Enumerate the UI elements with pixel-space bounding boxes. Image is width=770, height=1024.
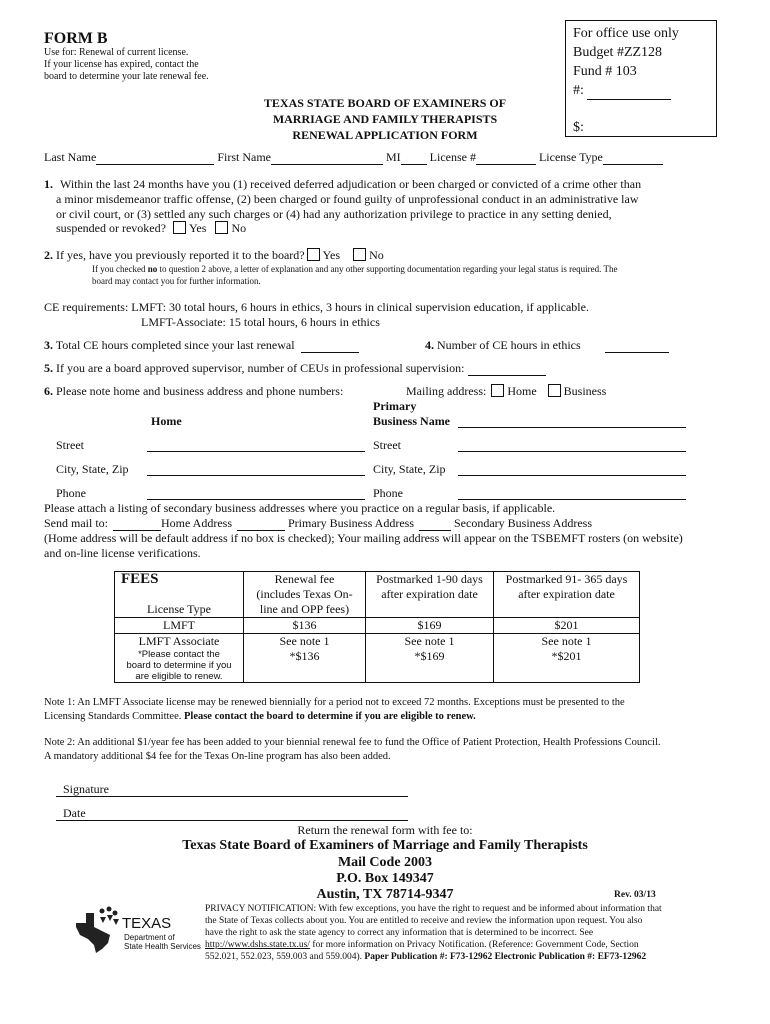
home-street-label: Street	[56, 438, 84, 452]
send-primary-label: Primary Business Address	[288, 516, 414, 530]
q1-line2: a minor misdemeanor traffic offense, (2) been charged or found guilty of unprofessional conduct in an administrative law	[56, 192, 639, 206]
q1-line4	[56, 221, 246, 236]
return-instruction: Return the renewal form with fee to:	[297, 823, 473, 837]
q6-row	[44, 384, 343, 399]
fee-type-associate-cell	[115, 634, 244, 683]
renewal-fee-header-line2: (includes Texas On-	[256, 587, 353, 601]
q2-note-line1	[92, 264, 617, 274]
date-label: Date	[63, 806, 86, 820]
q6-text: Please note home and business address and phone numbers:	[56, 384, 344, 398]
note1-line1: Note 1: An LMFT Associate license may be renewed biennially for a period not to exceed 72 months. Exceptions must be presented to the	[44, 697, 625, 708]
privacy-link[interactable]: http://www.dshs.state.tx.us/	[205, 940, 310, 950]
fee-p2-associate-value: *$201	[551, 649, 582, 663]
return-city: Austin, TX 78714-9347	[316, 887, 454, 902]
postmarked-91-365-header	[494, 572, 640, 603]
secondary-line1: Please attach a listing of secondary business addresses where you practice on a regular basis, if applicable.	[44, 501, 556, 515]
mailing-home-checkbox[interactable]	[491, 384, 504, 397]
office-amount-label: $:	[573, 120, 584, 135]
postmarked-1-90-line2: after expiration date	[381, 587, 478, 601]
mailing-business-label: Business	[563, 384, 607, 398]
q2-note-no: no	[147, 264, 158, 274]
office-use-title: For office use only	[573, 26, 679, 41]
send-secondary-label: Secondary Business Address	[454, 516, 592, 530]
q2-note-pre: If you checked	[92, 264, 148, 274]
fee-p2-lmft: $201	[494, 618, 640, 634]
fee-renewal-associate-cell	[244, 634, 366, 683]
q2-number: 2.	[44, 248, 53, 262]
mailing-business-checkbox[interactable]	[548, 384, 561, 397]
fee-type-associate: LMFT Associate	[138, 634, 220, 648]
business-phone-label: Phone	[373, 486, 403, 500]
home-city-label: City, State, Zip	[56, 462, 129, 476]
fees-title: FEES	[121, 571, 159, 587]
renewal-fee-header	[244, 572, 366, 603]
assoc-note-line3: are eligible to renew.	[135, 671, 223, 682]
assoc-note-line2: board to determine if you	[126, 660, 232, 671]
mailing-home-label: Home	[507, 384, 537, 398]
signature-field[interactable]	[56, 796, 408, 797]
primary-label: Primary	[373, 399, 417, 413]
home-city-field[interactable]	[147, 475, 365, 476]
note2-line2: A mandatory additional $4 fee for the Texas On-line program has also been added.	[44, 751, 391, 762]
business-street-field[interactable]	[458, 451, 686, 452]
license-type-header: License Type	[115, 602, 244, 618]
logo-dept1: Department of	[124, 933, 175, 942]
privacy-line2: the State of Texas collects about you. You are entitled to receive and review the information upon request. You also	[205, 916, 643, 926]
note1-line2-text: Licensing Standards Committee.	[44, 711, 182, 722]
q2-text: If yes, have you previously reported it to the board?	[56, 248, 305, 262]
privacy-line5: 552.021, 552.023, 559.003 and 559.004).	[205, 952, 363, 962]
q2-note-line2: board may contact you for further information.	[92, 276, 261, 286]
q1-no-label: No	[231, 221, 247, 235]
return-mail-code: Mail Code 2003	[337, 855, 433, 870]
postmarked-91-365-line1: Postmarked 91- 365 days	[505, 572, 628, 586]
q3-text: Total CE hours completed since your last renewal	[55, 338, 295, 352]
fee-p1-associate-value: *$169	[414, 649, 445, 663]
note2-line1: Note 2: An additional $1/year fee has been added to your biennial renewal fee to fund the Office of Patient Protection, Health Professions Council.	[44, 737, 661, 748]
business-name-field[interactable]	[458, 427, 686, 428]
send-mail-label: Send mail to:	[44, 516, 108, 530]
board-title-line2: MARRIAGE AND FAMILY THERAPISTS	[272, 112, 498, 126]
board-title-line3: RENEWAL APPLICATION FORM	[292, 128, 478, 142]
postmarked-1-90-line1: Postmarked 1-90 days	[376, 572, 483, 586]
q5-row	[44, 361, 546, 376]
paper-publication: Paper Publication #: F73-12962	[364, 952, 493, 962]
q5-number: 5.	[44, 361, 53, 375]
mi-field[interactable]	[401, 164, 427, 165]
note1-bold-text: Please contact the board to determine if you are eligible to renew.	[183, 711, 476, 722]
q1-number: 1.	[44, 177, 53, 191]
home-header: Home	[151, 414, 182, 428]
license-number-label: License #	[429, 150, 476, 164]
expired-text-1: If your license has expired, contact the	[44, 59, 199, 70]
note1-line2	[44, 711, 476, 722]
fees-title-cell	[115, 572, 244, 603]
board-title	[0, 95, 770, 143]
fee-renewal-associate: See note 1	[279, 634, 330, 648]
logo-texas: TEXAS	[122, 915, 172, 932]
send-mail-row	[44, 516, 592, 531]
fee-type-lmft: LMFT	[115, 618, 244, 634]
first-name-field[interactable]	[271, 164, 383, 165]
secondary-line3: (Home address will be default address if no box is checked); Your mailing address will appear on the TSBEMFT rosters (on website)	[44, 531, 683, 545]
privacy-line1: PRIVACY NOTIFICATION: With few exceptions, you have the right to request and be informed about information that	[205, 904, 662, 914]
use-for-text: Use for: Renewal of current license.	[44, 47, 189, 58]
postmarked-1-90-empty	[366, 602, 494, 618]
q5-field[interactable]	[468, 375, 546, 376]
last-name-label: Last Name	[44, 150, 97, 164]
fee-p2-associate: See note 1	[541, 634, 592, 648]
q1-line3: or civil court, or (3) settled any such charges or (4) had any authorization privilege to practice in any setting denied,	[56, 207, 612, 221]
privacy-notification	[205, 903, 662, 963]
q2-row	[44, 248, 384, 263]
q4-text: Number of CE hours in ethics	[437, 338, 581, 352]
fees-row-lmft	[115, 618, 640, 634]
electronic-publication: Electronic Publication #: EF73-12962	[494, 952, 647, 962]
business-phone-field[interactable]	[458, 499, 686, 500]
date-field[interactable]	[56, 820, 408, 821]
license-type-field[interactable]	[603, 164, 663, 165]
last-name-field[interactable]	[96, 164, 214, 165]
signature-label: Signature	[63, 782, 109, 796]
office-num-label: #:	[573, 83, 584, 98]
q2-yes-label: Yes	[322, 248, 341, 262]
q5-text: If you are a board approved supervisor, number of CEUs in professional supervision:	[56, 361, 465, 375]
q2-no-label: No	[369, 248, 384, 262]
home-street-field[interactable]	[147, 451, 365, 452]
q1-line4-text: suspended or revoked?	[56, 221, 166, 235]
q4-number: 4.	[425, 338, 434, 352]
renewal-fee-header-line1: Renewal fee	[274, 572, 335, 586]
q2-note-post: to question 2 above, a letter of explanation and any other supporting documentation regarding your legal status is required. The	[157, 264, 618, 274]
board-title-line1: TEXAS STATE BOARD OF EXAMINERS OF	[263, 96, 507, 110]
q3-row	[44, 338, 359, 353]
assoc-note-line1: *Please contact the	[138, 649, 220, 660]
privacy-line4: for more information on Privacy Notification. (Reference: Government Code, Section	[309, 940, 639, 950]
dshs-logo	[72, 905, 201, 957]
mailing-address-label: Mailing address:	[406, 384, 487, 398]
postmarked-91-365-line2: after expiration date	[518, 587, 615, 601]
postmarked-91-365-empty	[494, 602, 640, 618]
business-city-field[interactable]	[458, 475, 686, 476]
home-phone-field[interactable]	[147, 499, 365, 500]
form-title: FORM B	[44, 30, 108, 47]
ce-requirements-line2: LMFT-Associate: 15 total hours, 6 hours in ethics	[141, 315, 380, 329]
q6-number: 6.	[44, 384, 53, 398]
fee-renewal-lmft: $136	[244, 618, 366, 634]
fee-p2-associate-cell	[494, 634, 640, 683]
q2-no-checkbox[interactable]	[353, 248, 366, 261]
fee-p1-associate-cell	[366, 634, 494, 683]
business-city-label: City, State, Zip	[373, 462, 446, 476]
fund-number: Fund # 103	[573, 64, 637, 79]
name-row	[44, 150, 663, 165]
secondary-line4: and on-line license verifications.	[44, 546, 201, 560]
home-phone-label: Phone	[56, 486, 86, 500]
q1-line1: Within the last 24 months have you (1) received deferred adjudication or been charged or convicted of a crime other than	[60, 177, 642, 191]
business-name-label: Business Name	[373, 414, 451, 428]
fees-subheader-row	[115, 602, 640, 618]
ce-requirements-line1: CE requirements: LMFT: 30 total hours, 6 hours in ethics, 3 hours in clinical supervision education, if applicable.	[44, 300, 589, 314]
logo-dept2: State Health Services	[124, 942, 201, 951]
license-type-label: License Type	[538, 150, 603, 164]
q1-no-checkbox[interactable]	[215, 221, 228, 234]
mi-label: MI	[385, 150, 401, 164]
send-home-label: Home Address	[161, 516, 232, 530]
privacy-line3: have the right to ask the state agency to correct any information that is determined to be incorrect. See	[205, 928, 594, 938]
first-name-label: First Name	[217, 150, 271, 164]
fee-renewal-associate-value: *$136	[289, 649, 320, 663]
q4-row	[425, 338, 669, 353]
fees-table	[114, 571, 640, 683]
q3-field[interactable]	[301, 352, 359, 353]
business-street-label: Street	[373, 438, 401, 452]
mailing-address-row	[406, 384, 606, 399]
revision: Rev. 03/13	[614, 890, 656, 900]
renewal-fee-header-line3: line and OPP fees)	[244, 602, 366, 618]
license-number-field[interactable]	[476, 164, 536, 165]
fee-p1-lmft: $169	[366, 618, 494, 634]
q1-yes-checkbox[interactable]	[173, 221, 186, 234]
fee-p1-associate: See note 1	[404, 634, 455, 648]
fees-row-lmft-associate	[115, 634, 640, 683]
budget-number: Budget #ZZ128	[573, 45, 663, 60]
q2-yes-checkbox[interactable]	[307, 248, 320, 261]
q4-field[interactable]	[605, 352, 669, 353]
return-org: Texas State Board of Examiners of Marriage and Family Therapists	[182, 838, 588, 853]
expired-text-2: board to determine your late renewal fee.	[44, 71, 209, 82]
q3-number: 3.	[44, 338, 53, 352]
postmarked-1-90-header	[366, 572, 494, 603]
return-po-box: P.O. Box 149347	[336, 871, 434, 886]
texas-figures-icon	[72, 905, 122, 955]
q1-yes-label: Yes	[188, 221, 207, 235]
fees-header-row	[115, 572, 640, 603]
